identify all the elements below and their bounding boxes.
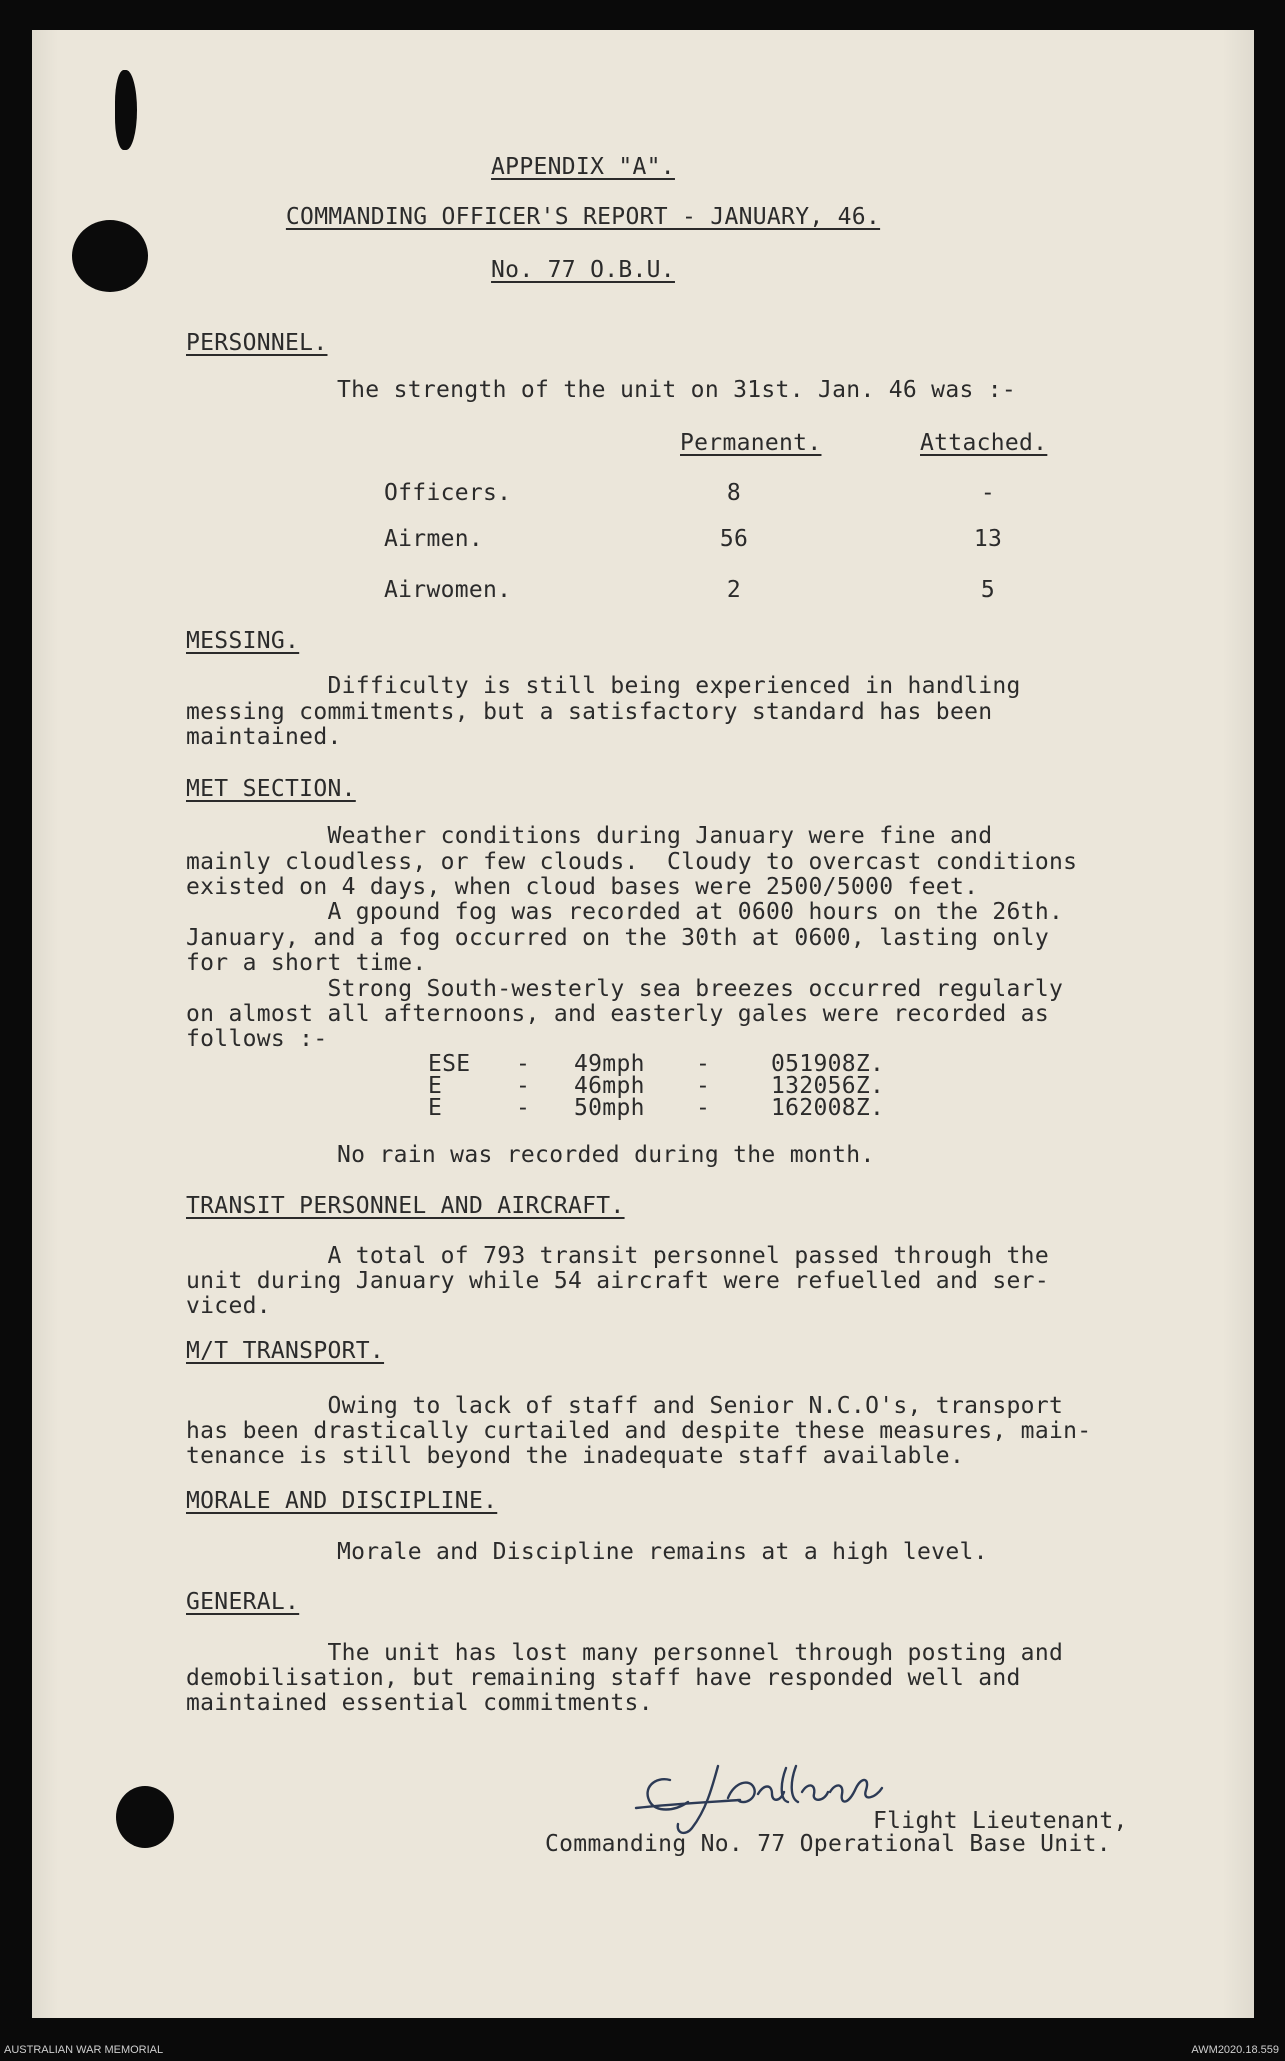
unit-label: No. 77 O.B.U. <box>491 257 675 283</box>
gale-time: 051908Z. <box>771 1051 885 1077</box>
gale-dash: - <box>696 1095 711 1121</box>
airwomen-permanent: 2 <box>726 577 742 603</box>
transport-heading: M/T TRANSPORT. <box>186 1338 385 1364</box>
met-line: mainly cloudless, or few clouds. Cloudy to overcast conditions <box>186 849 1078 875</box>
general-line: maintained essential commitments. <box>186 1690 653 1716</box>
gale-speed: 46mph <box>574 1073 645 1099</box>
met-line: for a short time. <box>186 950 427 976</box>
officers-permanent: 8 <box>726 480 742 506</box>
gale-dash: - <box>696 1073 711 1099</box>
gale-direction: ESE <box>428 1051 471 1077</box>
gale-dash: - <box>696 1051 711 1077</box>
gale-time: 132056Z. <box>771 1073 885 1099</box>
messing-line: Difficulty is still being experienced in handling <box>186 673 1021 699</box>
signoff-position: Commanding No. 77 Operational Base Unit. <box>545 1831 1111 1857</box>
met-line: on almost all afternoons, and easterly gales were recorded as <box>186 1001 1049 1027</box>
morale-heading: MORALE AND DISCIPLINE. <box>186 1488 498 1514</box>
officers-attached: - <box>980 480 996 506</box>
transit-line: viced. <box>186 1293 271 1319</box>
personnel-intro: The strength of the unit on 31st. Jan. 46 was :- <box>337 377 1017 403</box>
gale-dash: - <box>516 1073 531 1099</box>
gale-dash: - <box>516 1095 531 1121</box>
messing-line: messing commitments, but a satisfactory standard has been <box>186 699 993 725</box>
signature-image <box>630 1758 900 1840</box>
messing-heading: MESSING. <box>186 628 300 654</box>
footer-accession-number: AWM2020.18.559 <box>1191 2044 1279 2056</box>
airmen-attached: 13 <box>973 526 1003 552</box>
rain-note: No rain was recorded during the month. <box>337 1142 875 1168</box>
transport-line: Owing to lack of staff and Senior N.C.O's, transport <box>186 1393 1064 1419</box>
transport-line: tenance is still beyond the inadequate staff available. <box>186 1443 965 1469</box>
personnel-heading: PERSONNEL. <box>186 330 328 356</box>
messing-line: maintained. <box>186 724 342 750</box>
transport-line: has been drastically curtailed and despite these measures, main- <box>186 1418 1092 1444</box>
met-line: January, and a fog occurred on the 30th at 0600, lasting only <box>186 925 1049 951</box>
gale-direction: E <box>428 1095 443 1121</box>
document-page <box>32 30 1254 2018</box>
gale-speed: 49mph <box>574 1051 645 1077</box>
edge-tear <box>115 70 137 150</box>
airmen-permanent: 56 <box>719 526 749 552</box>
signoff-rank: Flight Lieutenant, <box>873 1808 1128 1834</box>
row-label-airwomen: Airwomen. <box>384 577 512 603</box>
punch-hole-bottom <box>116 1786 174 1848</box>
report-title: COMMANDING OFFICER'S REPORT - JANUARY, 46. <box>285 204 881 230</box>
appendix-label: APPENDIX "A". <box>491 154 675 180</box>
met-line: follows :- <box>186 1026 328 1052</box>
general-line: The unit has lost many personnel through posting and <box>186 1640 1064 1666</box>
met-line: Weather conditions during January were fine and <box>186 823 993 849</box>
gale-speed: 50mph <box>574 1095 645 1121</box>
column-attached: Attached. <box>920 430 1048 456</box>
gale-time: 162008Z. <box>771 1095 885 1121</box>
met-line: existed on 4 days, when cloud bases were 2500/5000 feet. <box>186 874 979 900</box>
punch-hole-top <box>72 220 148 292</box>
general-line: demobilisation, but remaining staff have responded well and <box>186 1665 1021 1691</box>
morale-text: Morale and Discipline remains at a high level. <box>337 1539 988 1565</box>
general-heading: GENERAL. <box>186 1589 300 1615</box>
gale-direction: E <box>428 1073 443 1099</box>
met-heading: MET SECTION. <box>186 776 356 802</box>
column-permanent: Permanent. <box>680 430 822 456</box>
transit-heading: TRANSIT PERSONNEL AND AIRCRAFT. <box>186 1193 625 1219</box>
transit-line: unit during January while 54 aircraft were refuelled and ser- <box>186 1268 1049 1294</box>
row-label-officers: Officers. <box>384 480 512 506</box>
footer-archive-name: AUSTRALIAN WAR MEMORIAL <box>4 2044 164 2056</box>
met-line: Strong South-westerly sea breezes occurred regularly <box>186 976 1064 1002</box>
transit-line: A total of 793 transit personnel passed through the <box>186 1243 1049 1269</box>
airwomen-attached: 5 <box>980 577 996 603</box>
met-line: A gpound fog was recorded at 0600 hours on the 26th. <box>186 899 1064 925</box>
row-label-airmen: Airmen. <box>384 526 484 552</box>
gale-dash: - <box>516 1051 531 1077</box>
